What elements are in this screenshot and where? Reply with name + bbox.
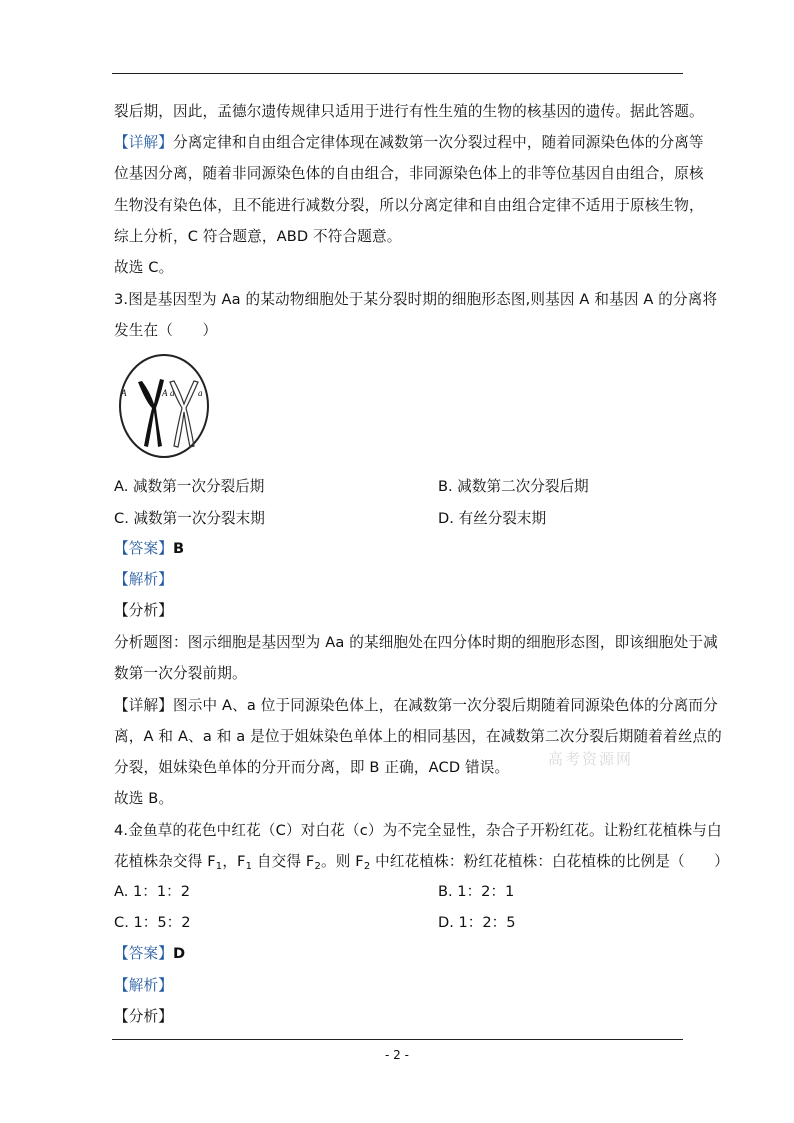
q4-text: 花植株杂交得 F — [114, 853, 216, 870]
subscript: 1 — [245, 861, 253, 872]
subscript: 2 — [314, 861, 321, 872]
q4-text: 自交得 F — [252, 853, 315, 870]
cell-figure — [118, 352, 212, 460]
q3-detail — [114, 696, 718, 716]
q4-answer — [114, 944, 185, 964]
q4-stem-cont — [114, 852, 729, 877]
answer-tag: 【答案】 — [114, 945, 173, 962]
q4-stem: 4.金鱼草的花色中红花（C）对白花（c）为不完全显性，杂合子开粉红花。让粉红花植株与白 — [114, 822, 722, 839]
q3-fenxi-text: 分析题图：图示细胞是基因型为 Aa 的某细胞处在四分体时期的细胞形态图，即该细胞处于减 — [114, 634, 718, 651]
q3-option-a: A. 减数第一次分裂后期 — [114, 478, 265, 495]
q4-option-b: B. 1：2：1 — [438, 883, 515, 900]
q3-stem: 3.图是基因型为 Aa 的某动物细胞处于某分裂时期的细胞形态图,则基因 A 和基因 A 的分离将 — [114, 291, 718, 308]
watermark: 高考资源网 — [548, 750, 634, 768]
conclusion: 故选 C。 — [114, 259, 174, 276]
detail-text: 分离定律和自由组合定律体现在减数第一次分裂过程中，随着同源染色体的分离等 — [172, 134, 704, 151]
q3-detail-text: 分裂，姐妹染色单体的分开而分离，即 B 正确，ACD 错误。 — [114, 759, 510, 776]
body-line: 综上分析，C 符合题意，ABD 不符合题意。 — [114, 228, 402, 245]
subscript: 2 — [363, 861, 371, 872]
answer-value: D — [172, 945, 186, 962]
q4-option-c: C. 1：5：2 — [114, 914, 191, 931]
q4-text: 中红花植株：粉红花植株：白花植株的比例是（ ） — [370, 853, 729, 870]
body-line: 裂后期，因此，孟德尔遗传规律只适用于进行有性生殖的生物的核基因的遗传。据此答题。 — [114, 103, 704, 120]
label-A-left: A — [121, 388, 127, 398]
q3-analysis-tag — [114, 570, 173, 590]
q4-option-a: A. 1：1：2 — [114, 883, 191, 900]
q3-option-b: B. 减数第二次分裂后期 — [438, 478, 589, 495]
q4-text: 。则 F — [321, 853, 364, 870]
detail-tag: 【详解】 — [114, 697, 173, 714]
q4-option-d: D. 1：2：5 — [438, 914, 516, 931]
q4-text: ，F — [222, 853, 246, 870]
body-line: 位基因分离，随着非同源染色体的自由组合，非同源染色体上的非等位基因自由组合，原核 — [114, 165, 704, 182]
q3-fenxi-tag: 【分析】 — [114, 602, 173, 619]
subscript: 1 — [215, 861, 223, 872]
analysis-tag: 【解析】 — [114, 977, 173, 994]
detail-text: 图示中 A、a 位于同源染色体上，在减数第一次分裂后期随着同源染色体的分离而分 — [172, 697, 718, 714]
detail-paragraph — [114, 133, 704, 153]
q3-option-c: C. 减数第一次分裂末期 — [114, 510, 265, 527]
detail-tag: 【详解】 — [114, 134, 173, 151]
body-line: 生物没有染色体，且不能进行减数分裂，所以分离定律和自由组合定律不适用于原核生物， — [114, 197, 704, 214]
header-rule — [112, 73, 683, 74]
label-a-right: a — [198, 388, 203, 398]
label-A-right: A — [162, 388, 168, 398]
q3-conclusion: 故选 B。 — [114, 790, 174, 807]
q3-option-d: D. 有丝分裂末期 — [438, 510, 547, 527]
page-number: - 2 - — [385, 1048, 409, 1062]
footer-rule — [112, 1039, 683, 1040]
cell-diagram-svg — [118, 352, 212, 460]
q3-fenxi-text: 数第一次分裂前期。 — [114, 665, 247, 682]
q4-analysis-tag — [114, 976, 173, 996]
q4-fenxi-tag: 【分析】 — [114, 1008, 173, 1025]
q3-stem-cont: 发生在（ ） — [114, 322, 218, 339]
answer-value: B — [172, 540, 185, 557]
q3-detail-text: 离，A 和 A、a 和 a 是位于姐妹染色单体上的相同基因，在减数第二次分裂后期随着着丝点的 — [114, 728, 722, 745]
analysis-tag: 【解析】 — [114, 571, 173, 588]
q3-answer — [114, 539, 184, 559]
label-a-left: a — [170, 388, 175, 398]
answer-tag: 【答案】 — [114, 540, 173, 557]
